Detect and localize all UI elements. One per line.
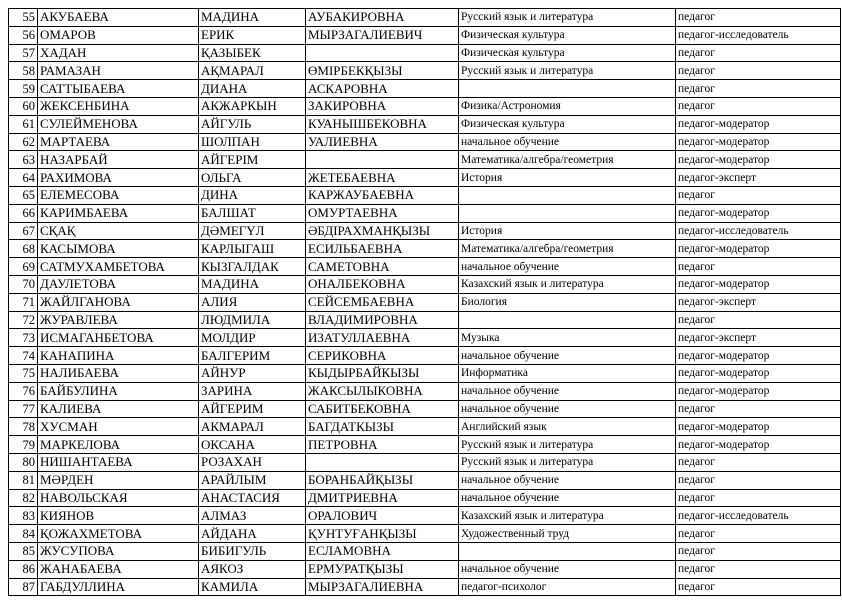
first-name-cell: АРАЙЛЫМ xyxy=(199,471,306,489)
subject-cell xyxy=(459,311,676,329)
table-row xyxy=(9,80,841,98)
category-cell: педагог-модератор xyxy=(676,418,841,436)
category-cell: педагог-модератор xyxy=(676,347,841,365)
row-number-cell: 68 xyxy=(9,240,38,258)
last-name-cell: ЖЕКСЕНБИНА xyxy=(38,97,199,115)
patronymic-cell: САМЕТОВНА xyxy=(306,258,459,276)
patronymic-cell: ӨМІРБЕКҚЫЗЫ xyxy=(306,62,459,80)
row-number-cell: 87 xyxy=(9,578,38,596)
first-name-cell: ЕРИК xyxy=(199,26,306,44)
row-number-cell: 61 xyxy=(9,115,38,133)
category-cell: педагог xyxy=(676,453,841,471)
category-cell: педагог-исследователь xyxy=(676,507,841,525)
last-name-cell: СҚАҚ xyxy=(38,222,199,240)
patronymic-cell: БОРАНБАЙҚЫЗЫ xyxy=(306,471,459,489)
row-number-cell: 55 xyxy=(9,9,38,27)
first-name-cell: БАЛШАТ xyxy=(199,204,306,222)
first-name-cell: ЗАРИНА xyxy=(199,382,306,400)
row-number-cell: 73 xyxy=(9,329,38,347)
subject-cell: История xyxy=(459,169,676,187)
patronymic-cell: ОНАЛБЕКОВНА xyxy=(306,275,459,293)
first-name-cell: ДИАНА xyxy=(199,80,306,98)
table-row xyxy=(9,364,841,382)
first-name-cell: ЛЮДМИЛА xyxy=(199,311,306,329)
last-name-cell: КАНАПИНА xyxy=(38,347,199,365)
first-name-cell: БИБИГУЛЬ xyxy=(199,542,306,560)
row-number-cell: 75 xyxy=(9,364,38,382)
row-number-cell: 81 xyxy=(9,471,38,489)
subject-cell: начальное обучение xyxy=(459,560,676,578)
row-number-cell: 64 xyxy=(9,169,38,187)
subject-cell xyxy=(459,186,676,204)
last-name-cell: ОМАРОВ xyxy=(38,26,199,44)
patronymic-cell: ӘБДІРАХМАНҚЫЗЫ xyxy=(306,222,459,240)
first-name-cell: КАМИЛА xyxy=(199,578,306,596)
category-cell: педагог-модератор xyxy=(676,364,841,382)
subject-cell: педагог-психолог xyxy=(459,578,676,596)
first-name-cell: БАЛГЕРИМ xyxy=(199,347,306,365)
row-number-cell: 60 xyxy=(9,97,38,115)
table-row xyxy=(9,525,841,543)
last-name-cell: ДАУЛЕТОВА xyxy=(38,275,199,293)
patronymic-cell: ЗАКИРОВНА xyxy=(306,97,459,115)
table-row xyxy=(9,329,841,347)
last-name-cell: МӘРДЕН xyxy=(38,471,199,489)
table-row xyxy=(9,26,841,44)
patronymic-cell: ҚУНТУҒАНҚЫЗЫ xyxy=(306,525,459,543)
table-row xyxy=(9,115,841,133)
category-cell: педагог-модератор xyxy=(676,382,841,400)
patronymic-cell: УАЛИЕВНА xyxy=(306,133,459,151)
category-cell: педагог xyxy=(676,9,841,27)
first-name-cell: АЙГЕРІМ xyxy=(199,151,306,169)
subject-cell: начальное обучение xyxy=(459,382,676,400)
last-name-cell: НАЛИБАЕВА xyxy=(38,364,199,382)
patronymic-cell xyxy=(306,151,459,169)
last-name-cell: МАРКЕЛОВА xyxy=(38,436,199,454)
staff-table xyxy=(8,8,841,596)
row-number-cell: 70 xyxy=(9,275,38,293)
last-name-cell: НАЗАРБАЙ xyxy=(38,151,199,169)
last-name-cell: САТТЫБАЕВА xyxy=(38,80,199,98)
category-cell: педагог xyxy=(676,258,841,276)
table-row xyxy=(9,311,841,329)
subject-cell: Русский язык и литература xyxy=(459,62,676,80)
table-row xyxy=(9,471,841,489)
category-cell: педагог-эксперт xyxy=(676,169,841,187)
last-name-cell: ИСМАГАНБЕТОВА xyxy=(38,329,199,347)
subject-cell: Русский язык и литература xyxy=(459,9,676,27)
subject-cell: начальное обучение xyxy=(459,133,676,151)
last-name-cell: КАРИМБАЕВА xyxy=(38,204,199,222)
table-row xyxy=(9,151,841,169)
row-number-cell: 63 xyxy=(9,151,38,169)
subject-cell: Английский язык xyxy=(459,418,676,436)
category-cell: педагог-модератор xyxy=(676,275,841,293)
category-cell: педагог xyxy=(676,578,841,596)
table-row xyxy=(9,418,841,436)
first-name-cell: ОКСАНА xyxy=(199,436,306,454)
category-cell: педагог xyxy=(676,80,841,98)
patronymic-cell: КЫДЫРБАЙКЫЗЫ xyxy=(306,364,459,382)
row-number-cell: 69 xyxy=(9,258,38,276)
category-cell: педагог-исследователь xyxy=(676,222,841,240)
subject-cell: Биология xyxy=(459,293,676,311)
patronymic-cell: МЫРЗАГАЛИЕВНА xyxy=(306,578,459,596)
category-cell: педагог xyxy=(676,489,841,507)
category-cell: педагог-модератор xyxy=(676,115,841,133)
first-name-cell: АЙНУР xyxy=(199,364,306,382)
patronymic-cell: САБИТБЕКОВНА xyxy=(306,400,459,418)
patronymic-cell xyxy=(306,44,459,62)
patronymic-cell: ПЕТРОВНА xyxy=(306,436,459,454)
last-name-cell: КАЛИЕВА xyxy=(38,400,199,418)
patronymic-cell: ВЛАДИМИРОВНА xyxy=(306,311,459,329)
table-row xyxy=(9,436,841,454)
subject-cell: начальное обучение xyxy=(459,471,676,489)
last-name-cell: НАВОЛЬСКАЯ xyxy=(38,489,199,507)
first-name-cell: АЯКОЗ xyxy=(199,560,306,578)
row-number-cell: 76 xyxy=(9,382,38,400)
category-cell: педагог-модератор xyxy=(676,151,841,169)
patronymic-cell: СЕРИКОВНА xyxy=(306,347,459,365)
category-cell: педагог xyxy=(676,471,841,489)
category-cell: педагог-модератор xyxy=(676,133,841,151)
first-name-cell: МАДИНА xyxy=(199,275,306,293)
subject-cell: Физическая культура xyxy=(459,115,676,133)
last-name-cell: ЖУСУПОВА xyxy=(38,542,199,560)
row-number-cell: 82 xyxy=(9,489,38,507)
patronymic-cell xyxy=(306,453,459,471)
last-name-cell: РАХИМОВА xyxy=(38,169,199,187)
subject-cell: Физическая культура xyxy=(459,44,676,62)
patronymic-cell: КАРЖАУБАЕВНА xyxy=(306,186,459,204)
first-name-cell: АЙДАНА xyxy=(199,525,306,543)
category-cell: педагог xyxy=(676,542,841,560)
first-name-cell: ДӘМЕГҮЛ xyxy=(199,222,306,240)
last-name-cell: ГАБДУЛЛИНА xyxy=(38,578,199,596)
patronymic-cell: ЕСЛАМОВНА xyxy=(306,542,459,560)
first-name-cell: ОЛЬГА xyxy=(199,169,306,187)
patronymic-cell: СЕЙСЕМБАЕВНА xyxy=(306,293,459,311)
category-cell: педагог-модератор xyxy=(676,204,841,222)
row-number-cell: 74 xyxy=(9,347,38,365)
first-name-cell: ҚАЗЫБЕК xyxy=(199,44,306,62)
staff-table-body xyxy=(9,9,841,596)
last-name-cell: КАСЫМОВА xyxy=(38,240,199,258)
subject-cell: Русский язык и литература xyxy=(459,436,676,454)
row-number-cell: 72 xyxy=(9,311,38,329)
first-name-cell: АЛИЯ xyxy=(199,293,306,311)
last-name-cell: ЖУРАВЛЕВА xyxy=(38,311,199,329)
table-row xyxy=(9,578,841,596)
patronymic-cell: ЖЕТЕБАЕВНА xyxy=(306,169,459,187)
subject-cell: Физическая культура xyxy=(459,26,676,44)
first-name-cell: ДИНА xyxy=(199,186,306,204)
last-name-cell: ХАДАН xyxy=(38,44,199,62)
patronymic-cell: ИЗАТУЛЛАЕВНА xyxy=(306,329,459,347)
first-name-cell: ШОЛПАН xyxy=(199,133,306,151)
patronymic-cell: ЕСИЛЬБАЕВНА xyxy=(306,240,459,258)
row-number-cell: 78 xyxy=(9,418,38,436)
category-cell: педагог-модератор xyxy=(676,240,841,258)
row-number-cell: 83 xyxy=(9,507,38,525)
table-row xyxy=(9,453,841,471)
first-name-cell: МАДИНА xyxy=(199,9,306,27)
subject-cell xyxy=(459,80,676,98)
patronymic-cell: АУБАКИРОВНА xyxy=(306,9,459,27)
last-name-cell: ХУСМАН xyxy=(38,418,199,436)
subject-cell: История xyxy=(459,222,676,240)
subject-cell: Физика/Астрономия xyxy=(459,97,676,115)
category-cell: педагог-исследователь xyxy=(676,26,841,44)
first-name-cell: МОЛДИР xyxy=(199,329,306,347)
category-cell: педагог xyxy=(676,97,841,115)
category-cell: педагог xyxy=(676,62,841,80)
patronymic-cell: ОМУРТАЕВНА xyxy=(306,204,459,222)
patronymic-cell: ДМИТРИЕВНА xyxy=(306,489,459,507)
subject-cell: Музыка xyxy=(459,329,676,347)
patronymic-cell: ОРАЛОВИЧ xyxy=(306,507,459,525)
category-cell: педагог xyxy=(676,186,841,204)
subject-cell: Математика/алгебра/геометрия xyxy=(459,240,676,258)
table-row xyxy=(9,222,841,240)
table-row xyxy=(9,169,841,187)
row-number-cell: 79 xyxy=(9,436,38,454)
category-cell: педагог xyxy=(676,400,841,418)
subject-cell: Художественный труд xyxy=(459,525,676,543)
table-row xyxy=(9,275,841,293)
row-number-cell: 62 xyxy=(9,133,38,151)
first-name-cell: РОЗАХАН xyxy=(199,453,306,471)
row-number-cell: 67 xyxy=(9,222,38,240)
row-number-cell: 56 xyxy=(9,26,38,44)
table-row xyxy=(9,133,841,151)
table-row xyxy=(9,542,841,560)
last-name-cell: КИЯНОВ xyxy=(38,507,199,525)
first-name-cell: АЙГУЛЬ xyxy=(199,115,306,133)
table-row xyxy=(9,489,841,507)
subject-cell: Информатика xyxy=(459,364,676,382)
patronymic-cell: ЕРМУРАТҚЫЗЫ xyxy=(306,560,459,578)
first-name-cell: АНАСТАСИЯ xyxy=(199,489,306,507)
first-name-cell: КЫЗГАЛДАК xyxy=(199,258,306,276)
row-number-cell: 65 xyxy=(9,186,38,204)
table-row xyxy=(9,44,841,62)
category-cell: педагог xyxy=(676,560,841,578)
table-row xyxy=(9,258,841,276)
row-number-cell: 77 xyxy=(9,400,38,418)
table-row xyxy=(9,560,841,578)
last-name-cell: АКУБАЕВА xyxy=(38,9,199,27)
category-cell: педагог-эксперт xyxy=(676,293,841,311)
table-row xyxy=(9,62,841,80)
row-number-cell: 86 xyxy=(9,560,38,578)
table-row xyxy=(9,97,841,115)
patronymic-cell: МЫРЗАГАЛИЕВИЧ xyxy=(306,26,459,44)
patronymic-cell: ЖАКСЫЛЫКОВНА xyxy=(306,382,459,400)
row-number-cell: 71 xyxy=(9,293,38,311)
subject-cell: начальное обучение xyxy=(459,347,676,365)
last-name-cell: ҚОЖАХМЕТОВА xyxy=(38,525,199,543)
table-row xyxy=(9,204,841,222)
subject-cell: Казахский язык и литература xyxy=(459,275,676,293)
last-name-cell: РАМАЗАН xyxy=(38,62,199,80)
first-name-cell: АҚМАРАЛ xyxy=(199,62,306,80)
last-name-cell: ЖАНАБАЕВА xyxy=(38,560,199,578)
last-name-cell: БАЙБУЛИНА xyxy=(38,382,199,400)
subject-cell: начальное обучение xyxy=(459,400,676,418)
category-cell: педагог xyxy=(676,311,841,329)
first-name-cell: АКМАРАЛ xyxy=(199,418,306,436)
row-number-cell: 85 xyxy=(9,542,38,560)
row-number-cell: 58 xyxy=(9,62,38,80)
category-cell: педагог xyxy=(676,44,841,62)
last-name-cell: МАРТАЕВА xyxy=(38,133,199,151)
last-name-cell: ЖАЙЛГАНОВА xyxy=(38,293,199,311)
patronymic-cell: КУАНЫШБЕКОВНА xyxy=(306,115,459,133)
category-cell: педагог-эксперт xyxy=(676,329,841,347)
row-number-cell: 80 xyxy=(9,453,38,471)
table-row xyxy=(9,507,841,525)
subject-cell: Русский язык и литература xyxy=(459,453,676,471)
subject-cell: Казахский язык и литература xyxy=(459,507,676,525)
row-number-cell: 57 xyxy=(9,44,38,62)
first-name-cell: КАРЛЫГАШ xyxy=(199,240,306,258)
category-cell: педагог-модератор xyxy=(676,436,841,454)
row-number-cell: 59 xyxy=(9,80,38,98)
table-row xyxy=(9,186,841,204)
last-name-cell: СУЛЕЙМЕНОВА xyxy=(38,115,199,133)
subject-cell: начальное обучение xyxy=(459,258,676,276)
subject-cell: Математика/алгебра/геометрия xyxy=(459,151,676,169)
patronymic-cell: БАГДАТКЫЗЫ xyxy=(306,418,459,436)
row-number-cell: 66 xyxy=(9,204,38,222)
row-number-cell: 84 xyxy=(9,525,38,543)
last-name-cell: ЕЛЕМЕСОВА xyxy=(38,186,199,204)
table-row xyxy=(9,240,841,258)
table-row xyxy=(9,400,841,418)
table-row xyxy=(9,382,841,400)
first-name-cell: АЛМАЗ xyxy=(199,507,306,525)
last-name-cell: НИШАНТАЕВА xyxy=(38,453,199,471)
subject-cell xyxy=(459,542,676,560)
table-row xyxy=(9,293,841,311)
table-row xyxy=(9,347,841,365)
category-cell: педагог xyxy=(676,525,841,543)
subject-cell: начальное обучение xyxy=(459,489,676,507)
patronymic-cell: АСКАРОВНА xyxy=(306,80,459,98)
first-name-cell: АЙГЕРИМ xyxy=(199,400,306,418)
table-row xyxy=(9,9,841,27)
first-name-cell: АКЖАРКЫН xyxy=(199,97,306,115)
last-name-cell: САТМУХАМБЕТОВА xyxy=(38,258,199,276)
subject-cell xyxy=(459,204,676,222)
